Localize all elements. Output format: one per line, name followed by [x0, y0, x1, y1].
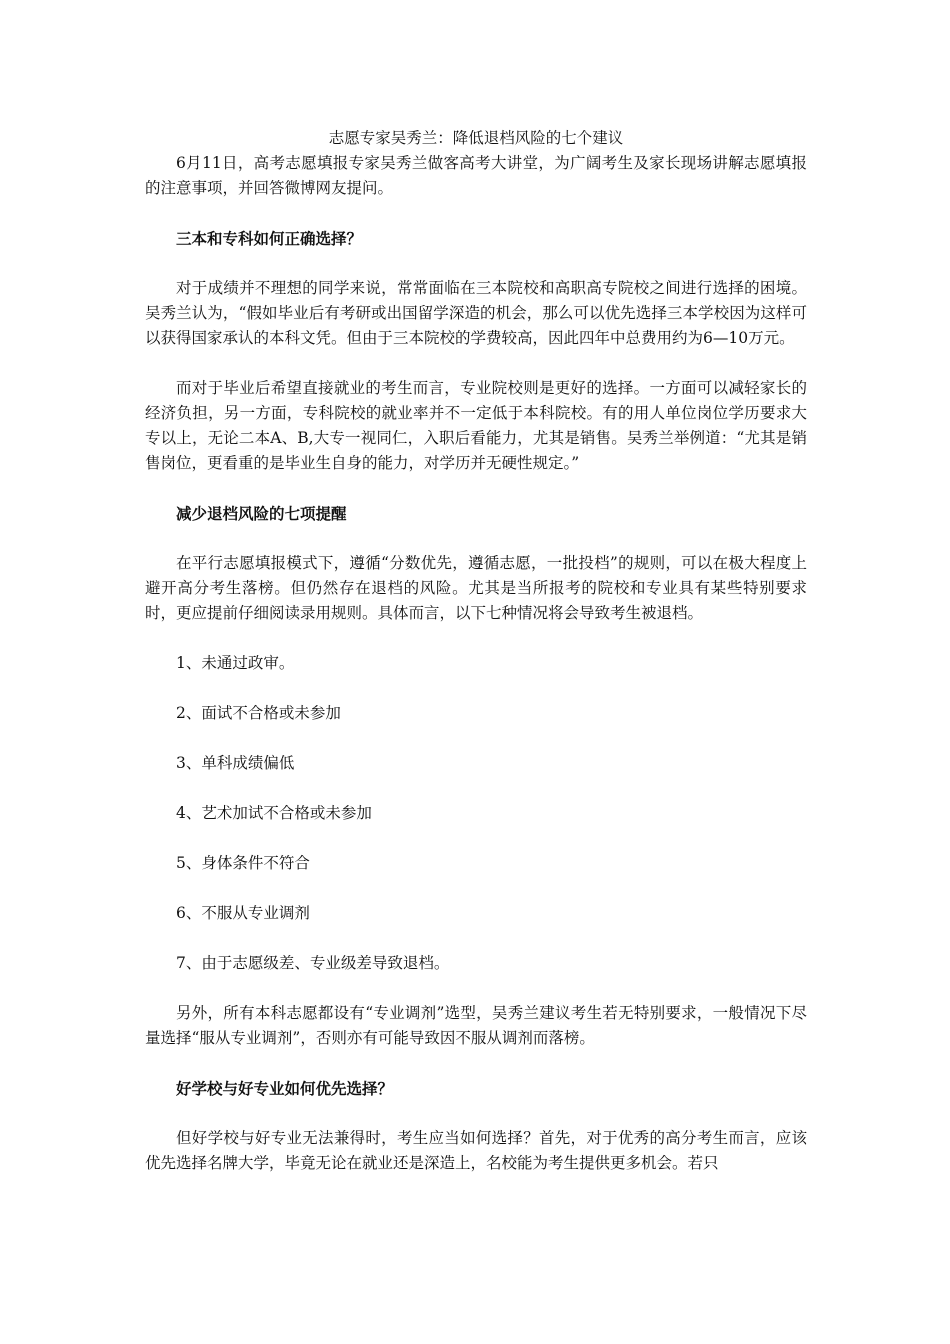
spacer — [145, 626, 807, 651]
section1-paragraph-2: 而对于毕业后希望直接就业的考生而言，专业院校则是更好的选择。一方面可以减轻家长的经济负担，另一方面，专科院校的就业率并不一定低于本科院校。有的用人单位岗位学历要求大专以上，无论二本A、B,大专一视同仁，入职后看能力，尤其是销售。吴秀兰举例道：“尤其是销售岗位，更看重的是毕业生自身的能力，对学历并无硬性规定。” — [145, 379, 807, 472]
list-item: 5、身体条件不符合 — [176, 854, 310, 872]
list-item: 7、由于志愿级差、专业级差导致退档。 — [176, 954, 450, 972]
section-heading-3: 好学校与好专业如何优先选择？ — [176, 1079, 394, 1098]
document-page — [145, 126, 807, 1176]
list-item: 3、单科成绩偏低 — [176, 754, 295, 772]
section-heading-2: 减少退档风险的七项提醒 — [176, 504, 347, 523]
intro-paragraph: 6月11日，高考志愿填报专家吴秀兰做客高考大讲堂，为广阔考生及家长现场讲解志愿填报的注意事项，并回答微博网友提问。 — [145, 154, 807, 197]
section2-paragraph-1: 在平行志愿填报模式下，遵循“分数优先，遵循志愿，一批投档”的规则，可以在极大程度上避开高分考生落榜。但仍然存在退档的风险。尤其是当所报考的院校和专业具有某些特别要求时，更应提前仔细阅读录用规则。具体而言，以下七种情况将会导致考生被退档。 — [145, 554, 807, 622]
section2-paragraph-2: 另外，所有本科志愿都设有“专业调剂”选型，吴秀兰建议考生若无特别要求，一般情况下尽量选择“服从专业调剂”，否则亦有可能导致因不服从调剂而落榜。 — [145, 1004, 807, 1047]
spacer — [145, 351, 807, 376]
list-item: 4、艺术加试不合格或未参加 — [176, 804, 372, 822]
list-item: 2、面试不合格或未参加 — [176, 704, 341, 722]
spacer — [145, 676, 807, 701]
spacer — [145, 876, 807, 901]
spacer — [145, 201, 807, 226]
spacer — [145, 926, 807, 951]
list-item: 6、不服从专业调剂 — [176, 904, 310, 922]
section-heading-1: 三本和专科如何正确选择？ — [176, 229, 363, 248]
spacer — [145, 251, 807, 276]
document-title: 志愿专家吴秀兰：降低退档风险的七个建议 — [328, 129, 624, 147]
spacer — [145, 476, 807, 501]
spacer — [145, 1101, 807, 1126]
spacer — [145, 826, 807, 851]
spacer — [145, 526, 807, 551]
spacer — [145, 1051, 807, 1076]
list-item: 1、未通过政审。 — [176, 654, 295, 672]
spacer — [145, 976, 807, 1001]
section3-paragraph-1: 但好学校与好专业无法兼得时，考生应当如何选择？首先，对于优秀的高分考生而言，应该优先选择名牌大学，毕竟无论在就业还是深造上，名校能为考生提供更多机会。若只 — [145, 1129, 807, 1172]
spacer — [145, 726, 807, 751]
spacer — [145, 776, 807, 801]
section1-paragraph-1: 对于成绩并不理想的同学来说，常常面临在三本院校和高职高专院校之间进行选择的困境。吴秀兰认为，“假如毕业后有考研或出国留学深造的机会，那么可以优先选择三本学校因为这样可以获得国家承认的本科文凭。但由于三本院校的学费较高，因此四年中总费用约为6—10万元。 — [145, 279, 807, 347]
